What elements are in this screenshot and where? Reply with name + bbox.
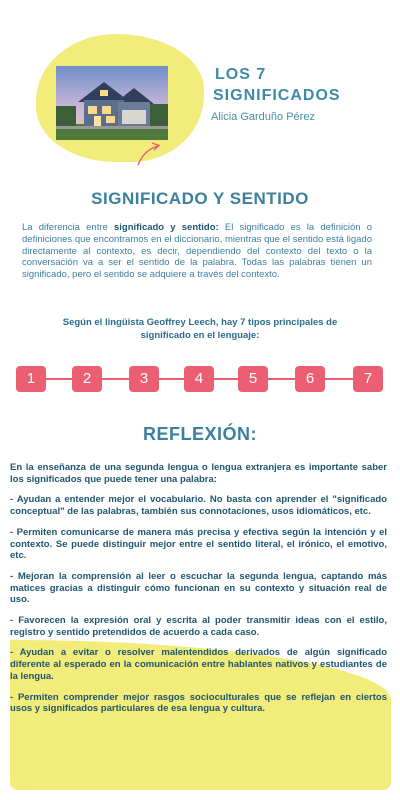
intro-paragraph [22,222,372,281]
type-6-badge[interactable]: 6 [295,366,325,392]
title-line-1: LOS 7 [215,66,267,83]
reflection-paragraph: - Permiten comunicarse de manera más precisa y efectiva según la intención y el contexto. Se puede distinguir mejor entre el sentido literal, el irónico, el emotivo, etc. [10,526,387,562]
type-3-badge[interactable]: 3 [129,366,159,392]
type-5-badge[interactable]: 5 [238,366,268,392]
reflection-body [10,462,387,724]
reflection-paragraph: - Mejoran la comprensión al leer o escuchar la segunda lengua, captando más matices gracias a distinguir cómo funcionan en su contexto y situación real de uso. [10,570,387,606]
leech-statement: Según el lingüista Geoffrey Leech, hay 7 tipos principales de significado en el lenguaje: [62,317,338,341]
intro-rest: El significado es la definición o definiciones que encontramos en el diccionario, mientras que el sentido está ligado directamente al contexto, es decir, dependiendo del contexto del texto o la conversación va a ser el sentido de la palabra. Todas las palabras tienen un significado, pero el sentido se adquiere a través del contexto. [22,222,372,281]
type-4-badge[interactable]: 4 [184,366,214,392]
intro-prefix: La diferencia entre [22,222,114,233]
type-7-badge[interactable]: 7 [353,366,383,392]
reflection-paragraph: - Permiten comprender mejor rasgos socioculturales que se reflejan en ciertos usos y significados particulares de esa lengua y cultura. [10,691,387,715]
type-1-badge[interactable]: 1 [16,366,46,392]
section-heading-significado: SIGNIFICADO Y SENTIDO [91,189,309,208]
author-name: Alicia Garduño Pérez [211,111,315,123]
reflection-paragraph: En la enseñanza de una segunda lengua o lengua extranjera es importante saber los significados que puede tener una palabra: [10,462,387,485]
reflection-paragraph: - Favorecen la expresión oral y escrita al poder transmitir ideas con el estilo, registro y sentido pretendidos de acuerdo a cada caso. [10,615,387,638]
page-title [213,64,341,106]
reflection-paragraph: - Ayudan a entender mejor el vocabulario. No basta con aprender el "significado conceptual" de las palabras, también sus connotaciones, usos idiomáticos, etc. [10,494,387,518]
curved-arrow-icon [134,139,164,169]
title-line-2: SIGNIFICADOS [213,87,341,104]
reflection-paragraph: - Ayudan a evitar o resolver malentendidos derivados de algún significado diferente al esperado en la comunicación entre hablantes nativos y estudiantes de la lengua. [10,647,387,682]
intro-bold: significado y sentido: [113,222,219,233]
house-photo [56,66,168,140]
section-heading-reflexion: REFLEXIÓN: [142,424,257,444]
type-2-badge[interactable]: 2 [72,366,102,392]
